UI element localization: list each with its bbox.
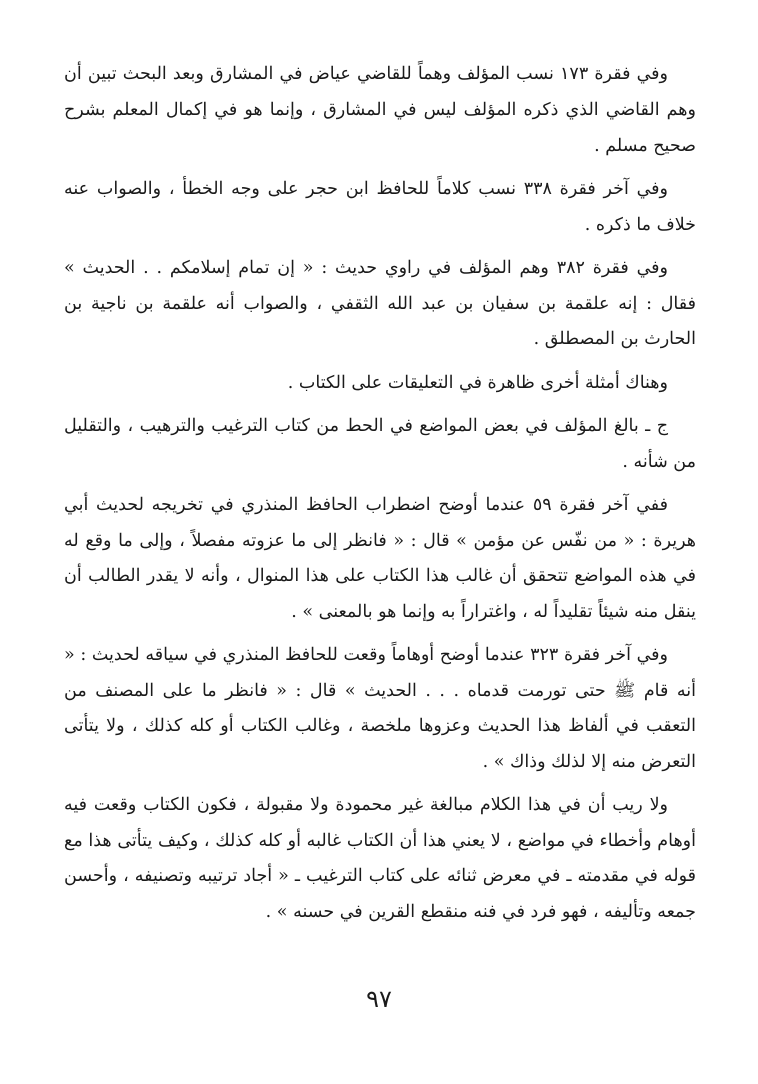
paragraph-7: وفي آخر فقرة ٣٢٣ عندما أوضح أوهاماً وقعت للحافظ المنذري في سياقه لحديث : « أنه قام ﷺ حتى تورمت قدماه . . . الحديث » قال : « فانظر ما على المصنف من التعقب في ألفاظ هذا الحديث وعزوها ملخصة ، وغالب الكتاب أو كله كذلك ، ولا يتأتى التعرض منه إلا لذلك وذاك » . xyxy=(64,645,696,772)
paragraph-8: ولا ريب أن في هذا الكلام مبالغة غير محمودة ولا مقبولة ، فكون الكتاب وقعت فيه أوهام وأخطاء في مواضع ، لا يعني هذا أن الكتاب غالبه أو كله كذلك ، وكيف يتأتى هذا مع قوله في مقدمته ـ في معرض ثنائه على كتاب الترغيب ـ « أجاد ترتيبه وتصنيفه ، وأحسن جمعه وتأليفه ، فهو فرد في فنه منقطع القرين في حسنه » . xyxy=(64,795,696,922)
paragraph-2: وفي آخر فقرة ٣٣٨ نسب كلاماً للحافظ ابن حجر على وجه الخطأ ، والصواب عنه خلاف ما ذكره . xyxy=(64,179,696,235)
paragraph-6: ففي آخر فقرة ٥٩ عندما أوضح اضطراب الحافظ المنذري في تخريجه لحديث أبي هريرة : « من نفّس عن مؤمن » قال : « فانظر إلى ما عزوته مفصلاً ، وإلى ما وقع له في هذه المواضع تتحقق أن غالب هذا الكتاب على هذا المنوال ، وأنه لا يقدر الطالب أن ينقل منه شيئاً تقليداً له ، واغتراراً به وإنما هو بالمعنى » . xyxy=(64,495,696,622)
paragraph-5: ج ـ بالغ المؤلف في بعض المواضع في الحط من كتاب الترغيب والترهيب ، والتقليل من شأنه . xyxy=(64,416,696,472)
paragraph-3: وفي فقرة ٣٨٢ وهم المؤلف في راوي حديث : « إن تمام إسلامكم . . الحديث » فقال : إنه علقمة بن سفيان بن عبد الله الثقفي ، والصواب أنه علقمة بن ناجية بن الحارث بن المصطلق . xyxy=(64,258,696,349)
page-number: ٩٧ xyxy=(366,985,392,1013)
paragraph-4: وهناك أمثلة أخرى ظاهرة في التعليقات على الكتاب . xyxy=(287,372,668,393)
paragraph-1: وفي فقرة ١٧٣ نسب المؤلف وهماً للقاضي عياض في المشارق وبعد البحث تبين أن وهم القاضي الذي ذكره المؤلف ليس في المشارق ، وإنما هو في إكمال المعلم بشرح صحيح مسلم . xyxy=(64,64,696,156)
body-text xyxy=(64,56,696,930)
